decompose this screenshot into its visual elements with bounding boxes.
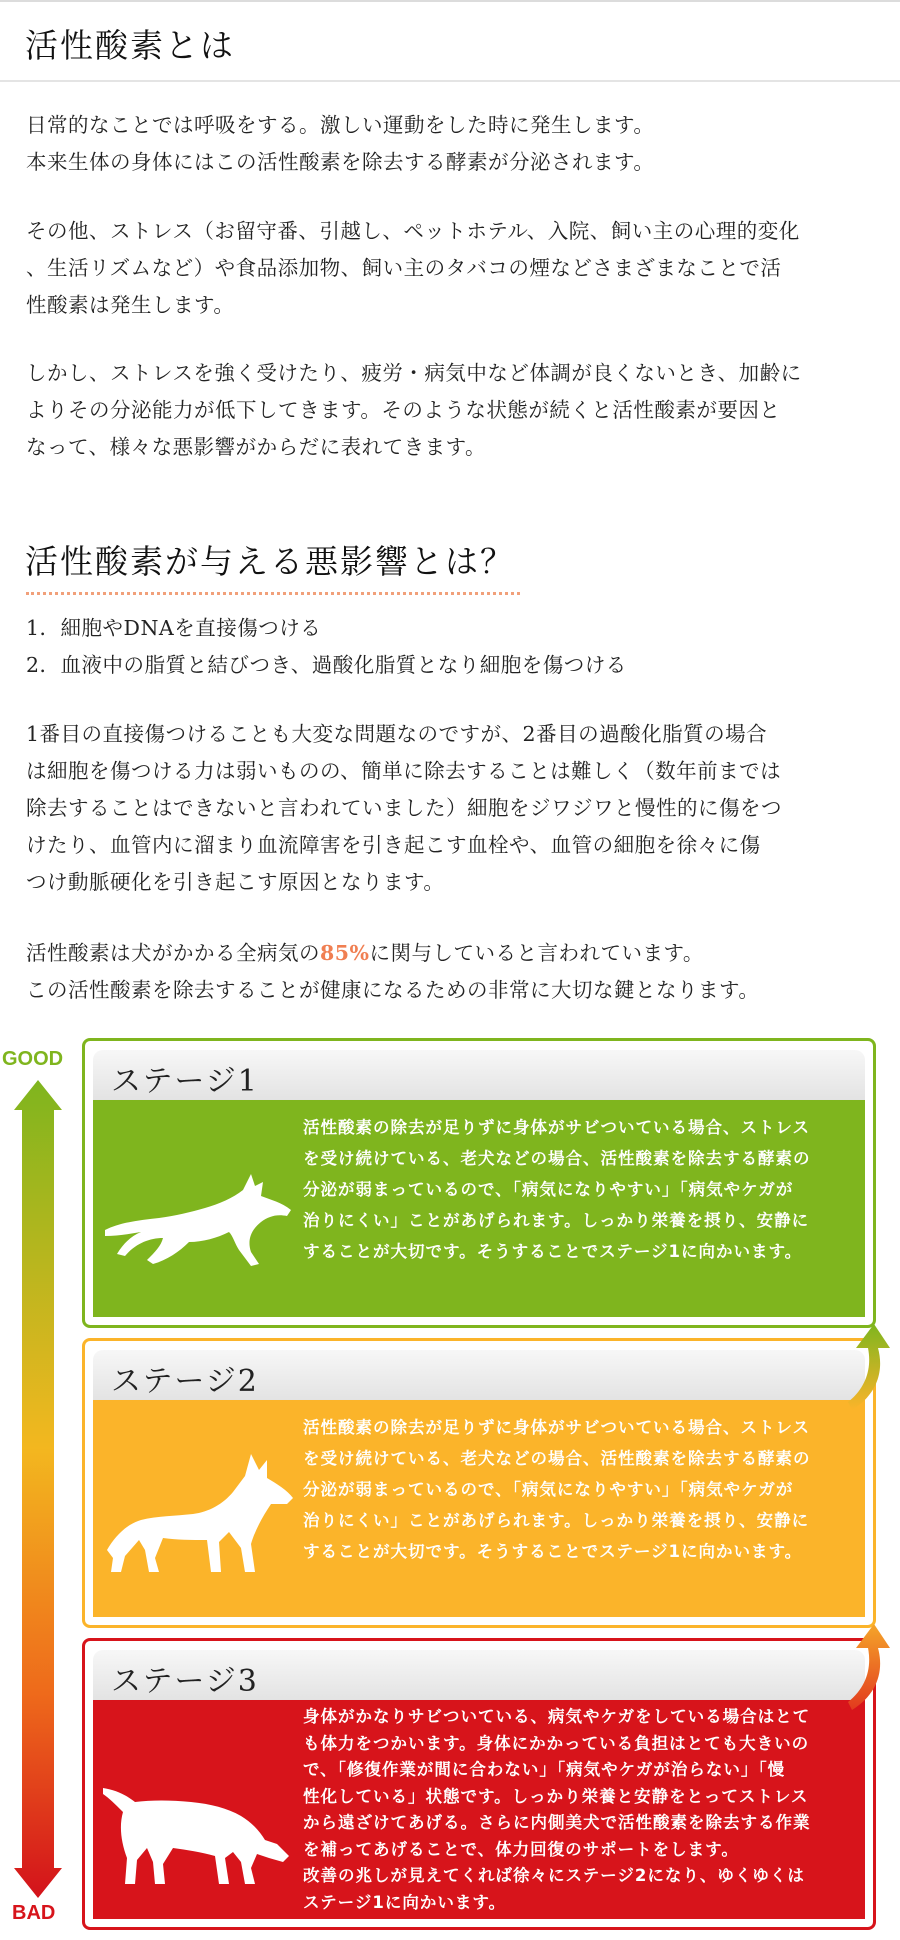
tired-dog-icon [101,1750,297,1890]
text-line: 分泌が弱まっているので、「病気になりやすい」「病気やケガが [303,1480,794,1499]
text-line: を受け続けている、老犬などの場合、活性酸素を除去する酵素の [303,1449,811,1468]
page-header [0,0,900,82]
text-line: 性酸素は発生します。 [26,293,235,317]
text-line: 改善の兆しが見えてくれば徐々にステージ2になり、ゆくゆくは [303,1866,805,1885]
stage-title: ステージ3 [111,1664,259,1699]
stage-description [303,1704,851,1916]
text-line: することが大切です。そうすることでステージ1に向かいます。 [303,1242,803,1261]
text-line: 治りにくい」ことがあげられます。しっかり栄養を摂り、安静に [303,1511,810,1530]
stage-header [93,1350,865,1400]
text-line: 身体がかなりサビついている、病気やケガをしている場合はとて [303,1707,811,1726]
text-line: を補ってあげることで、体力回復のサポートをします。 [303,1839,739,1859]
text-line: 活性酸素の除去が足りずに身体がサビついている場合、ストレス [303,1118,811,1137]
text-line: しかし、ストレスを強く受けたり、疲労・病気中など体調が良くないとき、加齢に [26,361,802,385]
curved-arrow-icon [838,1318,898,1414]
intro-paragraph-2 [26,213,876,324]
text-line: を受け続けている、老犬などの場合、活性酸素を除去する酵素の [303,1149,811,1168]
text-line: で、「修復作業が間に合わない」「病気やケガが治らない」「慢 [303,1760,786,1779]
percentage-highlight: 85% [320,941,370,965]
text-line: は細胞を傷つける力は弱いものの、簡単に除去することは難しく（数年前までは [26,759,782,783]
text-line: 性化している」状態です。しっかり栄養と安静をとってストレス [303,1786,809,1806]
text-line: 活性酸素の除去が足りずに身体がサビついている場合、ストレス [303,1418,811,1437]
stage-title: ステージ2 [111,1364,259,1399]
text-line: 分泌が弱まっているので、「病気になりやすい」「病気やケガが [303,1180,794,1199]
standing-dog-icon [101,1440,297,1580]
curved-arrow-icon [838,1618,898,1714]
text-line: つけ動脈硬化を引き起こす原因となります。 [26,870,445,894]
section-title: 活性酸素が与える悪影響とは？ [25,542,515,581]
text-line: ステージ1に向かいます。 [303,1892,507,1912]
stage-1-card [82,1038,876,1328]
text-line: 、生活リズムなど）や食品添加物、飼い主のタバコの煙などさまざまなことで活 [26,256,782,280]
stage-body [93,1700,865,1919]
good-bad-gradient-arrow [10,1080,66,1898]
text-line: 1番目の直接傷つけることも大変な問題なのですが、2番目の過酸化脂質の場合 [26,722,768,746]
text-line: けたり、血管内に溜まり血流障害を引き起こす血栓や、血管の細胞を徐々に傷 [26,833,761,857]
stage-description [303,1412,851,1567]
stage-header [93,1650,865,1700]
text-line [26,935,876,972]
text-line: この活性酸素を除去することが健康になるための非常に大切な鍵となります。 [26,978,760,1002]
list-item: 2．血液中の脂質と結びつき、過酸化脂質となり細胞を傷つける [26,653,627,677]
text-line: なって、様々な悪影響がからだに表れてきます。 [26,435,486,459]
text-line: も体力をつかいます。身体にかかっている負担はとても大きいの [303,1733,810,1753]
effects-list [26,610,876,684]
text-line: よりその分泌能力が低下してきます。そのような状態が続くと活性酸素が要因と [26,398,781,422]
text-segment: に関与していると言われています。 [369,941,704,965]
explanation-paragraph [26,716,876,901]
list-item: 1．細胞やDNAを直接傷つける [26,616,322,640]
stage-3-card [82,1638,876,1930]
stage-header [93,1050,865,1100]
dotted-underline [26,592,520,595]
stage-body [93,1400,865,1617]
text-line: その他、ストレス（お留守番、引越し、ペットホテル、入院、飼い主の心理的変化 [26,219,800,243]
stage-title: ステージ1 [111,1064,259,1099]
stage-2-card [82,1338,876,1628]
text-line: 治りにくい」ことがあげられます。しっかり栄養を摂り、安静に [303,1211,810,1230]
stage-body [93,1100,865,1317]
running-dog-icon [101,1152,297,1272]
text-line: 除去することはできないと言われていました）細胞をジワジワと慢性的に傷をつ [26,796,782,820]
conclusion-paragraph [26,935,876,1009]
stage-description [303,1112,851,1267]
bad-label: BAD [12,1902,56,1924]
text-line: することが大切です。そうすることでステージ1に向かいます。 [303,1542,803,1561]
good-label: GOOD [2,1048,64,1070]
text-line: 本来生体の身体にはこの活性酸素を除去する酵素が分泌されます。 [26,150,655,174]
text-segment: 活性酸素は犬がかかる全病気の [26,941,320,965]
text-line: から遠ざけてあげる。さらに内側美犬で活性酸素を除去する作業 [303,1813,811,1832]
intro-paragraph-3 [26,355,876,466]
text-line: 日常的なことでは呼吸をする。激しい運動をした時に発生します。 [26,113,655,137]
intro-paragraph-1 [26,107,876,181]
page-title: 活性酸素とは [25,26,235,65]
